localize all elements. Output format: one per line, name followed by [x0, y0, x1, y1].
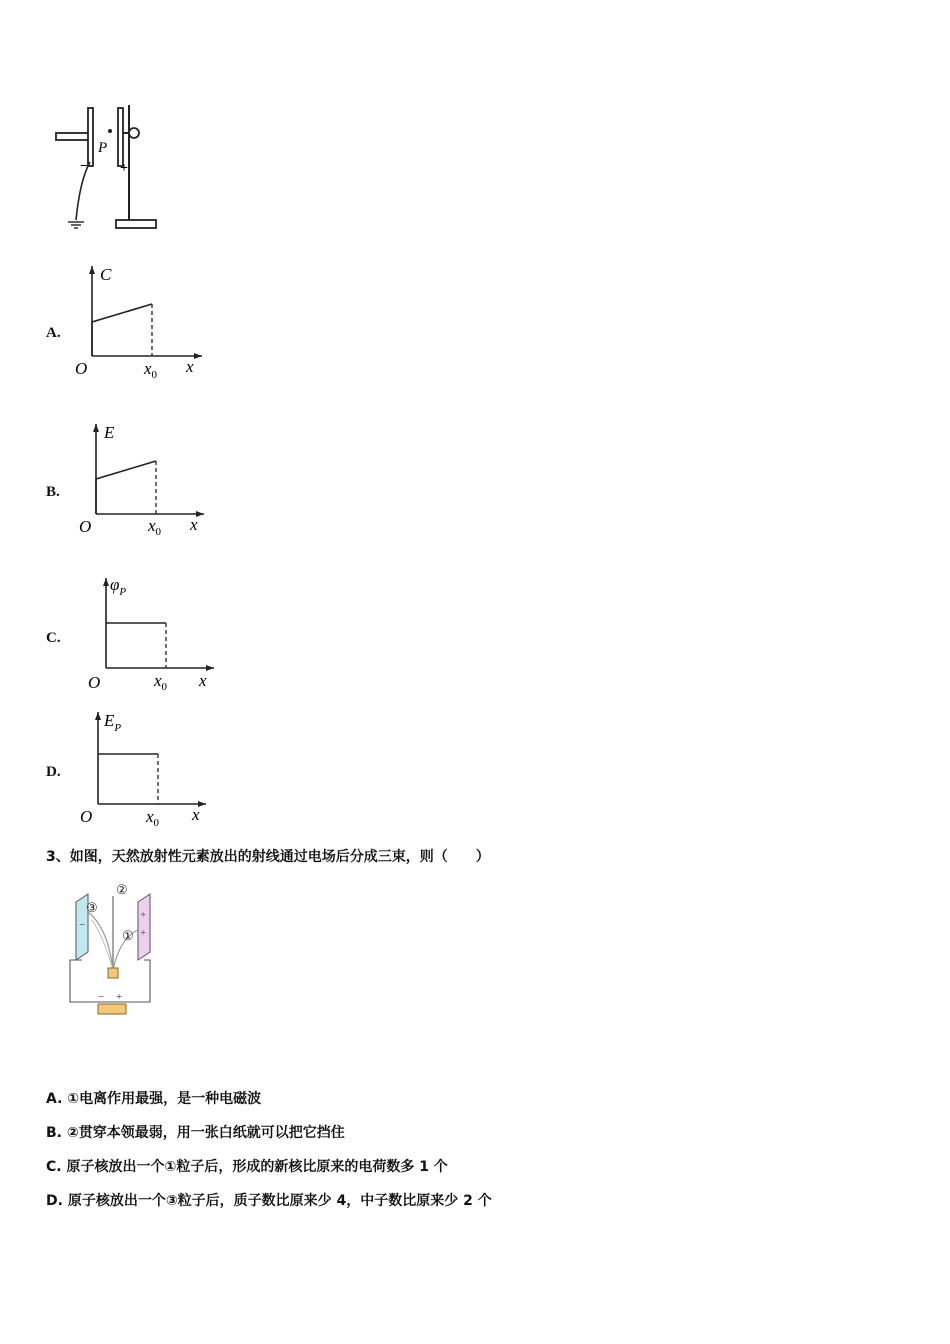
q3-option-a-text: ①电离作用最强，是一种电磁波	[67, 1091, 262, 1107]
q3-option-c-letter: C.	[46, 1159, 62, 1175]
origin-label: O	[75, 359, 88, 378]
x-axis-arrow-icon	[194, 353, 202, 359]
plate-plus-sign: +	[140, 909, 147, 921]
circuit-wire	[70, 960, 150, 1002]
q3-option-b	[46, 1122, 345, 1142]
beam-3-spread	[92, 920, 113, 970]
option-c-graph	[80, 572, 220, 696]
label-plus: +	[120, 161, 128, 176]
radiation-field-figure	[64, 878, 164, 1018]
plate-minus-sign: −	[79, 919, 86, 931]
q3-option-b-letter: B.	[46, 1125, 62, 1141]
right-plate	[118, 108, 123, 166]
left-plate	[88, 108, 93, 166]
curve	[96, 461, 156, 514]
option-a-graph	[70, 262, 210, 382]
option-a-letter: A.	[46, 325, 61, 341]
battery	[98, 1004, 126, 1014]
x0-label: $x_0$	[146, 807, 160, 829]
q3-option-c-text: 原子核放出一个①粒子后，形成的新核比原来的电荷数多 1 个	[66, 1159, 448, 1175]
y-axis-arrow-icon	[93, 424, 99, 432]
q3-option-a-letter: A.	[46, 1091, 63, 1107]
clamp	[129, 128, 139, 138]
q3-option-c	[46, 1156, 448, 1176]
x-axis-label: x	[190, 515, 198, 534]
x-axis-label: x	[199, 671, 207, 690]
q3-option-a	[46, 1088, 261, 1108]
left-plate-handle	[56, 133, 90, 140]
option-c-letter: C.	[46, 630, 61, 646]
y-axis-label: C	[100, 265, 112, 284]
y-axis-label: $E_P$	[104, 711, 122, 734]
option-d-graph	[76, 706, 216, 830]
plate-plus-sign-2: +	[140, 927, 147, 939]
ground-icon	[68, 222, 84, 228]
beam-3	[88, 912, 113, 970]
beam-3-label: ③	[86, 900, 98, 915]
x0-label: $x_0$	[148, 516, 162, 538]
y-axis-label: $\varphi_P$	[110, 575, 127, 598]
option-b-letter: B.	[46, 484, 60, 500]
origin-label: O	[88, 673, 101, 692]
y-axis-label: E	[104, 423, 115, 442]
option-d-letter: D.	[46, 764, 61, 780]
option-b-graph	[72, 418, 212, 538]
q3-option-d	[46, 1190, 492, 1210]
x-axis-label: x	[192, 805, 200, 824]
q3-option-d-letter: D.	[46, 1193, 63, 1209]
point-p	[108, 129, 112, 133]
label-p: P	[98, 140, 108, 156]
beam-2-label: ②	[116, 882, 128, 897]
beam-1-label: ①	[122, 928, 134, 943]
x-axis-label: x	[186, 357, 194, 376]
question-3-stem: 3、如图，天然放射性元素放出的射线通过电场后分成三束，则（ ）	[46, 849, 490, 865]
q3-option-b-text: ②贯穿本领最弱，用一张白纸就可以把它挡住	[66, 1125, 345, 1141]
stand-base	[116, 220, 156, 228]
capacitor-apparatus-figure	[50, 100, 170, 235]
origin-label: O	[80, 807, 93, 826]
y-axis-arrow-icon	[89, 266, 95, 274]
curve	[92, 304, 152, 356]
y-axis-arrow-icon	[103, 578, 109, 586]
battery-plus: +	[116, 991, 123, 1003]
q3-option-d-text: 原子核放出一个③粒子后，质子数比原来少 4，中子数比原来少 2 个	[67, 1193, 492, 1209]
label-minus: −	[80, 159, 88, 174]
y-axis-arrow-icon	[95, 712, 101, 720]
x0-label: $x_0$	[154, 671, 168, 693]
battery-minus: −	[98, 991, 105, 1003]
x0-label: $x_0$	[144, 359, 158, 381]
radioactive-source	[108, 968, 118, 978]
x-axis-arrow-icon	[206, 665, 214, 671]
origin-label: O	[79, 517, 92, 536]
